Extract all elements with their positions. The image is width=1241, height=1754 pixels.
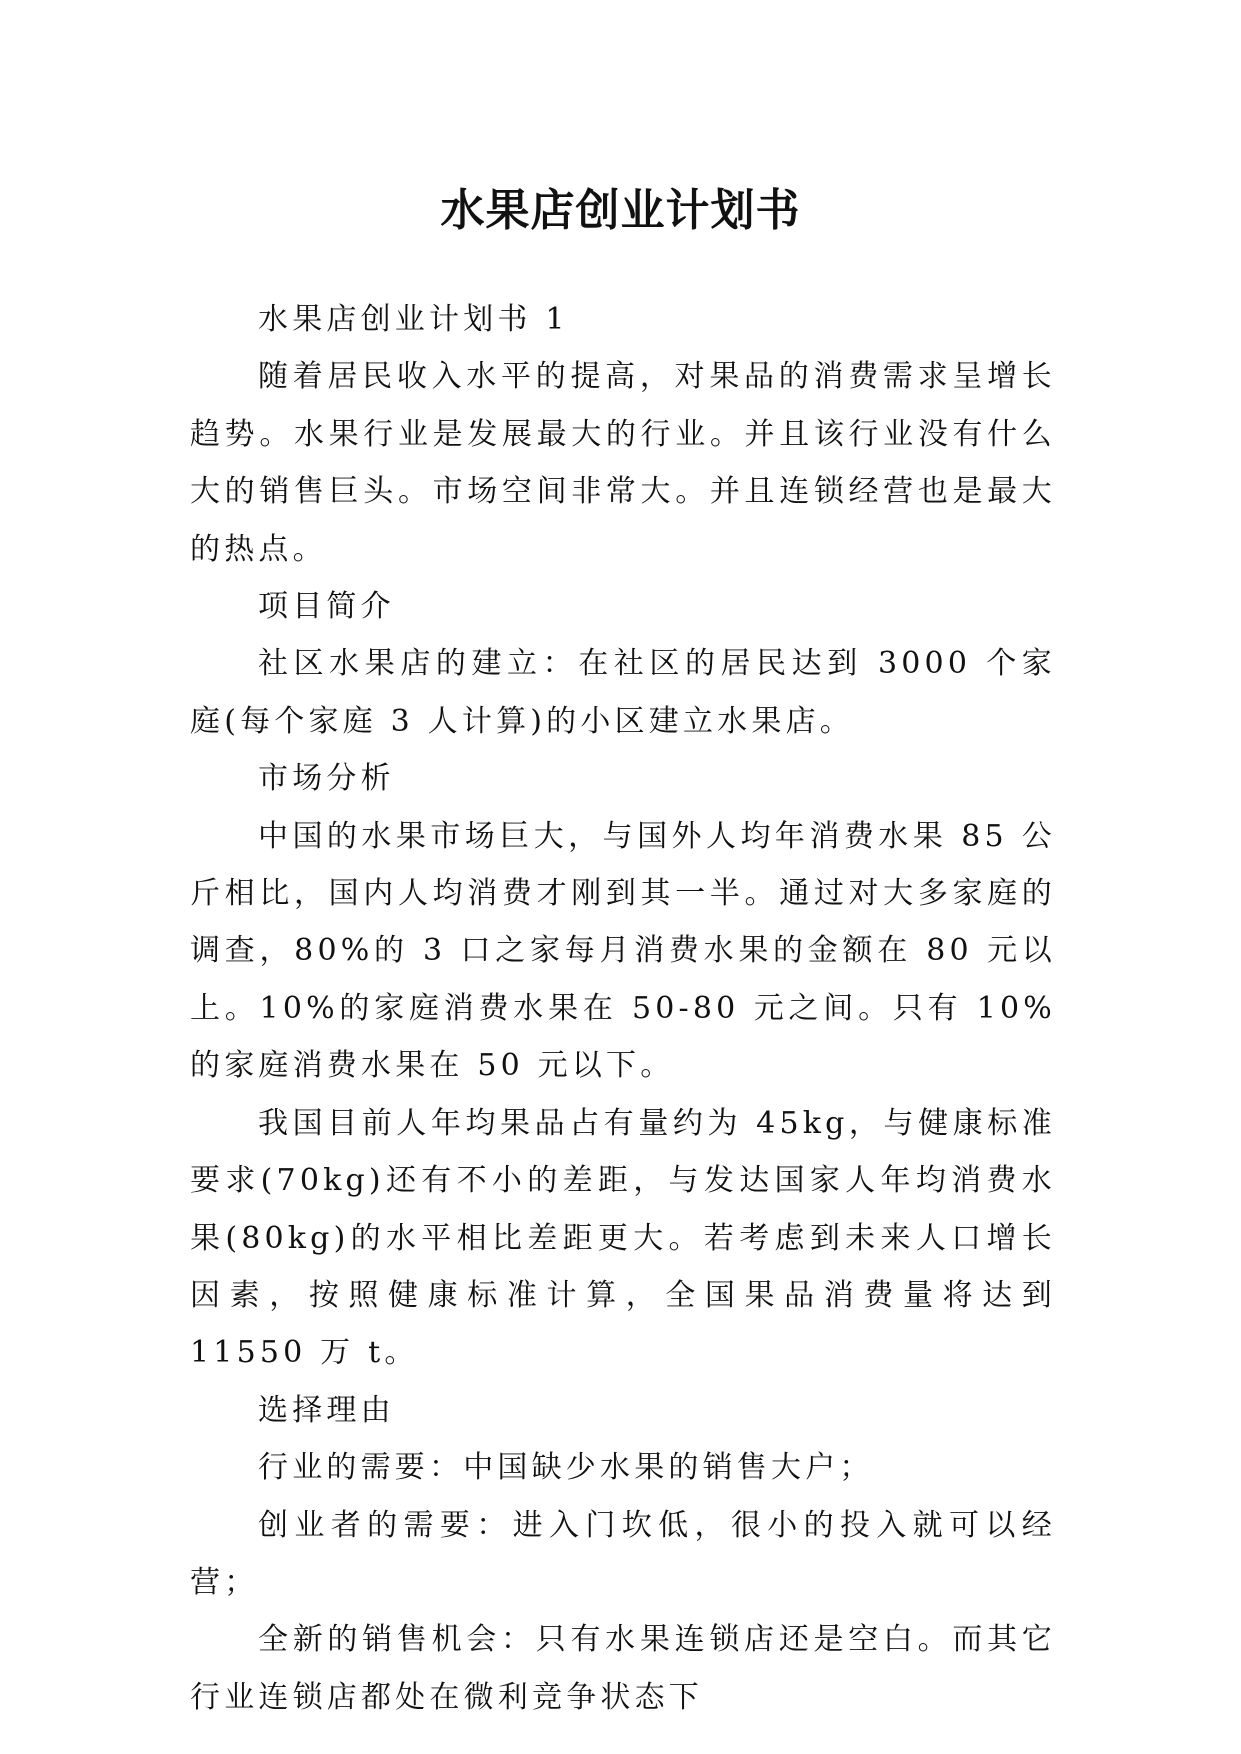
section-heading: 水果店创业计划书 1 bbox=[258, 302, 569, 337]
paragraph: 我国目前人年均果品占有量约为 45kg，与健康标准要求(70kg)还有不小的差距，与发达国家人年均消费水果(80kg)的水平相比差距更大。若考虑到未来人口增长因素，按照健康标准计算，全国果品消费量将达到 11550 万 t。 bbox=[190, 1105, 1056, 1371]
paragraph: 全新的销售机会：只有水果连锁店还是空白。而其它行业连锁店都处在微利竞争状态下 bbox=[190, 1622, 1056, 1715]
section-heading: 选择理由 bbox=[258, 1392, 395, 1428]
section-heading: 项目简介 bbox=[258, 589, 395, 625]
document-body bbox=[190, 291, 1056, 1726]
paragraph: 随着居民收入水平的提高，对果品的消费需求呈增长趋势。水果行业是发展最大的行业。并且该行业没有什么大的销售巨头。市场空间非常大。并且连锁经营也是最大的热点。 bbox=[190, 359, 1056, 567]
section-heading: 市场分析 bbox=[258, 761, 395, 797]
paragraph: 创业者的需要：进入门坎低，很小的投入就可以经营； bbox=[190, 1507, 1056, 1600]
paragraph: 中国的水果市场巨大，与国外人均年消费水果 85 公斤相比，国内人均消费才刚到其一半。通过对大多家庭的调查，80%的 3 口之家每月消费水果的金额在 80 元以上。10%的家庭消费水果在 50-80 元之间。只有 10%的家庭消费水果在 50 元以下。 bbox=[190, 818, 1056, 1084]
paragraph: 行业的需要：中国缺少水果的销售大户； bbox=[258, 1450, 874, 1486]
paragraph: 社区水果店的建立：在社区的居民达到 3000 个家庭(每个家庭 3 人计算)的小区建立水果店。 bbox=[190, 646, 1056, 739]
document-title: 水果店创业计划书 bbox=[440, 185, 801, 237]
